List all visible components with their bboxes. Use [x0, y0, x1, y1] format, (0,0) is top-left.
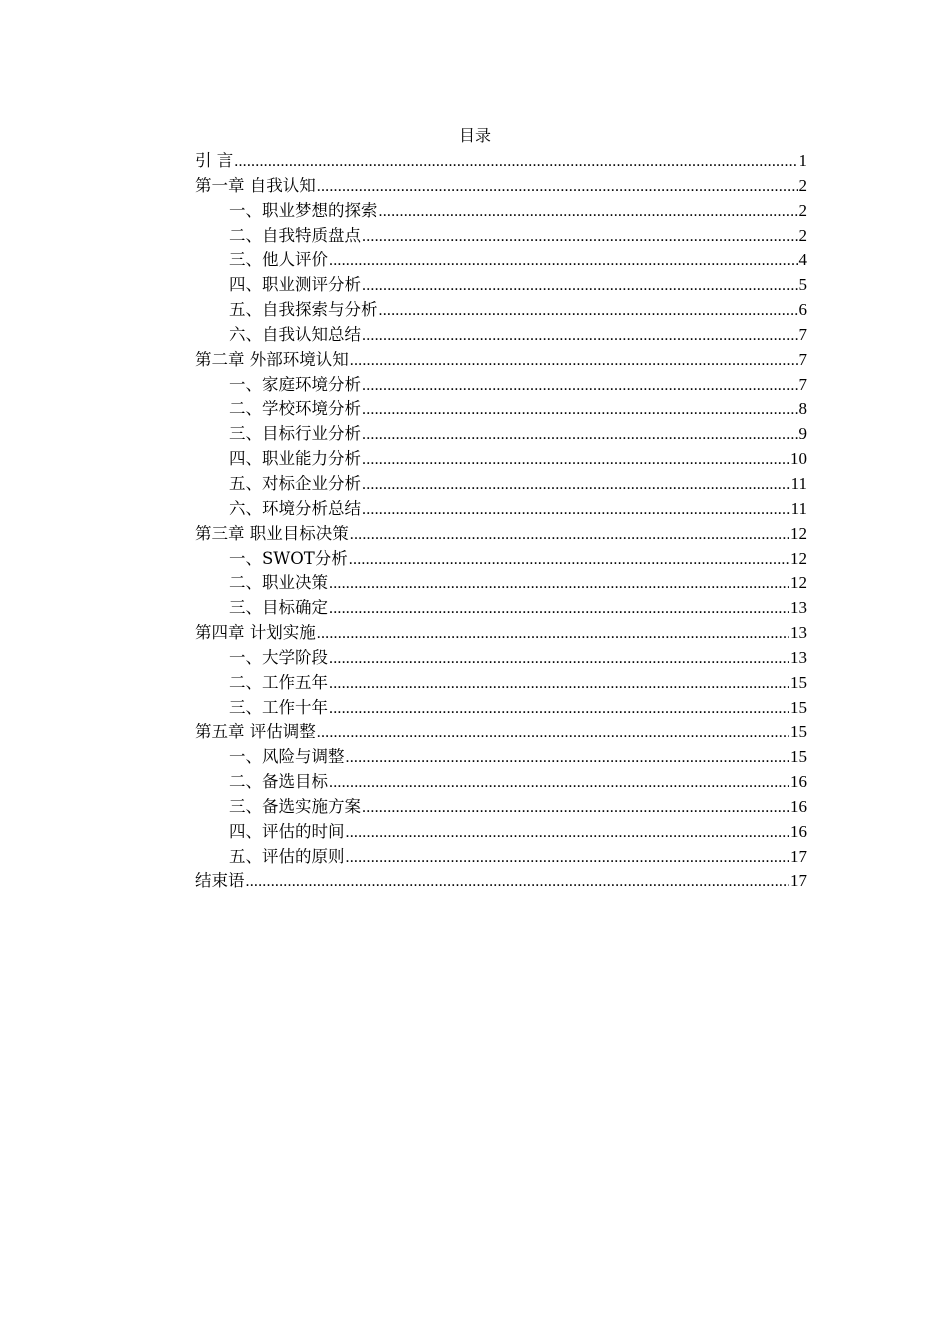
toc-entry[interactable]: [195, 646, 807, 671]
toc-entry-label: 二、职业决策: [229, 573, 328, 593]
toc-entry-page-number: 13: [790, 598, 807, 618]
toc-entry-page-number: 11: [790, 473, 807, 493]
toc-dot-leader: [362, 225, 798, 249]
toc-dot-leader: [317, 721, 789, 745]
toc-dot-leader: [346, 746, 790, 770]
toc-dot-leader: [329, 771, 789, 795]
toc-entry-label: 四、职业测评分析: [229, 275, 361, 295]
toc-entry-page-number: 13: [790, 647, 807, 667]
toc-entry-page-number: 7: [798, 349, 807, 369]
toc-entry-page-number: 9: [798, 424, 807, 444]
toc-entry-label: 第二章 外部环境认知: [195, 349, 349, 369]
table-of-contents: [195, 149, 807, 894]
toc-entry[interactable]: [195, 845, 807, 870]
toc-entry-page-number: 13: [790, 623, 807, 643]
toc-dot-leader: [329, 647, 789, 671]
toc-entry-label: 二、自我特质盘点: [229, 225, 361, 245]
toc-entry-label: 第三章 职业目标决策: [195, 523, 349, 543]
toc-entry-label: 三、目标行业分析: [229, 424, 361, 444]
toc-entry[interactable]: [195, 348, 807, 373]
toc-entry-label: 一、家庭环境分析: [229, 374, 361, 394]
toc-entry-page-number: 15: [790, 672, 807, 692]
toc-dot-leader: [362, 398, 798, 422]
toc-entry[interactable]: [195, 149, 807, 174]
toc-entry-page-number: 5: [798, 275, 807, 295]
toc-entry[interactable]: [195, 397, 807, 422]
toc-dot-leader: [362, 324, 798, 348]
toc-dot-leader: [362, 448, 789, 472]
toc-entry-page-number: 12: [790, 573, 807, 593]
toc-title: 目录: [458, 126, 491, 145]
toc-entry[interactable]: [195, 869, 807, 894]
toc-entry[interactable]: [195, 373, 807, 398]
toc-entry-page-number: 2: [798, 225, 807, 245]
toc-entry-label: 第一章 自我认知: [195, 175, 316, 195]
toc-entry-page-number: 11: [790, 498, 807, 518]
toc-entry-page-number: 12: [790, 548, 807, 568]
toc-entry-label: 第五章 评估调整: [195, 722, 316, 742]
toc-entry-page-number: 15: [790, 747, 807, 767]
toc-entry-label: 六、自我认知总结: [229, 324, 361, 344]
toc-entry-page-number: 2: [798, 200, 807, 220]
toc-entry[interactable]: [195, 298, 807, 323]
toc-dot-leader: [329, 597, 789, 621]
toc-entry[interactable]: [195, 770, 807, 795]
toc-dot-leader: [317, 175, 798, 199]
toc-entry-label: 结束语: [195, 871, 245, 891]
toc-dot-leader: [362, 374, 798, 398]
toc-entry-label: 二、学校环境分析: [229, 399, 361, 419]
toc-dot-leader: [350, 523, 789, 547]
toc-entry[interactable]: [195, 323, 807, 348]
toc-entry[interactable]: [195, 547, 807, 572]
toc-dot-leader: [234, 150, 797, 174]
toc-dot-leader: [346, 821, 790, 845]
toc-entry-label: 一、SWOT分析: [229, 548, 348, 568]
toc-dot-leader: [317, 622, 789, 646]
toc-entry-page-number: 7: [798, 324, 807, 344]
toc-entry-label: 三、他人评价: [229, 250, 328, 270]
toc-entry-label: 第四章 计划实施: [195, 623, 316, 643]
toc-dot-leader: [350, 349, 798, 373]
toc-entry-label: 三、目标确定: [229, 598, 328, 618]
toc-dot-leader: [349, 548, 789, 572]
toc-dot-leader: [379, 299, 798, 323]
toc-entry-label: 四、评估的时间: [229, 821, 345, 841]
toc-entry-label: 二、备选目标: [229, 772, 328, 792]
toc-dot-leader: [329, 572, 789, 596]
toc-entry-page-number: 6: [798, 300, 807, 320]
toc-entry-label: 四、职业能力分析: [229, 449, 361, 469]
toc-entry[interactable]: [195, 720, 807, 745]
toc-entry-page-number: 15: [790, 697, 807, 717]
toc-dot-leader: [379, 200, 798, 224]
toc-entry-page-number: 1: [798, 151, 807, 170]
toc-entry-page-number: 7: [798, 374, 807, 394]
toc-entry-label: 一、风险与调整: [229, 747, 345, 767]
toc-dot-leader: [362, 473, 790, 497]
toc-entry[interactable]: [195, 671, 807, 696]
toc-dot-leader: [362, 274, 798, 298]
toc-entry-page-number: 17: [790, 871, 807, 891]
toc-dot-leader: [346, 846, 790, 870]
toc-entry-page-number: 8: [798, 399, 807, 419]
toc-entry[interactable]: [195, 745, 807, 770]
toc-entry-label: 一、大学阶段: [229, 647, 328, 667]
toc-entry[interactable]: [195, 571, 807, 596]
toc-dot-leader: [362, 498, 790, 522]
toc-entry[interactable]: [195, 199, 807, 224]
toc-entry[interactable]: [195, 472, 807, 497]
toc-entry[interactable]: [195, 174, 807, 199]
toc-entry[interactable]: [195, 224, 807, 249]
toc-entry[interactable]: [195, 621, 807, 646]
toc-dot-leader: [329, 697, 789, 721]
toc-dot-leader: [329, 672, 789, 696]
toc-entry-label: 一、职业梦想的探索: [229, 200, 378, 220]
toc-entry-label: 三、备选实施方案: [229, 796, 361, 816]
toc-entry[interactable]: [195, 248, 807, 273]
toc-entry-label: 五、评估的原则: [229, 846, 345, 866]
toc-entry-page-number: 16: [790, 796, 807, 816]
toc-entry[interactable]: [195, 447, 807, 472]
toc-entry-label: 二、工作五年: [229, 672, 328, 692]
toc-entry[interactable]: [195, 696, 807, 721]
toc-entry-page-number: 16: [790, 821, 807, 841]
toc-entry-label: 五、自我探索与分析: [229, 300, 378, 320]
toc-entry-page-number: 17: [790, 846, 807, 866]
toc-entry[interactable]: [195, 422, 807, 447]
toc-entry[interactable]: [195, 522, 807, 547]
toc-entry-label: 引 言: [195, 151, 234, 170]
toc-entry[interactable]: [195, 820, 807, 845]
toc-dot-leader: [362, 423, 798, 447]
toc-entry[interactable]: [195, 273, 807, 298]
toc-entry-page-number: 12: [790, 523, 807, 543]
toc-entry-label: 六、环境分析总结: [229, 498, 361, 518]
toc-entry-page-number: 16: [790, 772, 807, 792]
toc-dot-leader: [246, 870, 790, 894]
toc-entry-page-number: 2: [798, 175, 807, 195]
toc-dot-leader: [362, 796, 789, 820]
toc-entry-page-number: 4: [798, 250, 807, 270]
toc-entry-page-number: 15: [790, 722, 807, 742]
toc-entry-label: 三、工作十年: [229, 697, 328, 717]
toc-entry-label: 五、对标企业分析: [229, 473, 361, 493]
toc-entry[interactable]: [195, 497, 807, 522]
toc-entry[interactable]: [195, 795, 807, 820]
toc-dot-leader: [329, 249, 798, 273]
toc-entry[interactable]: [195, 596, 807, 621]
toc-entry-page-number: 10: [790, 449, 807, 469]
